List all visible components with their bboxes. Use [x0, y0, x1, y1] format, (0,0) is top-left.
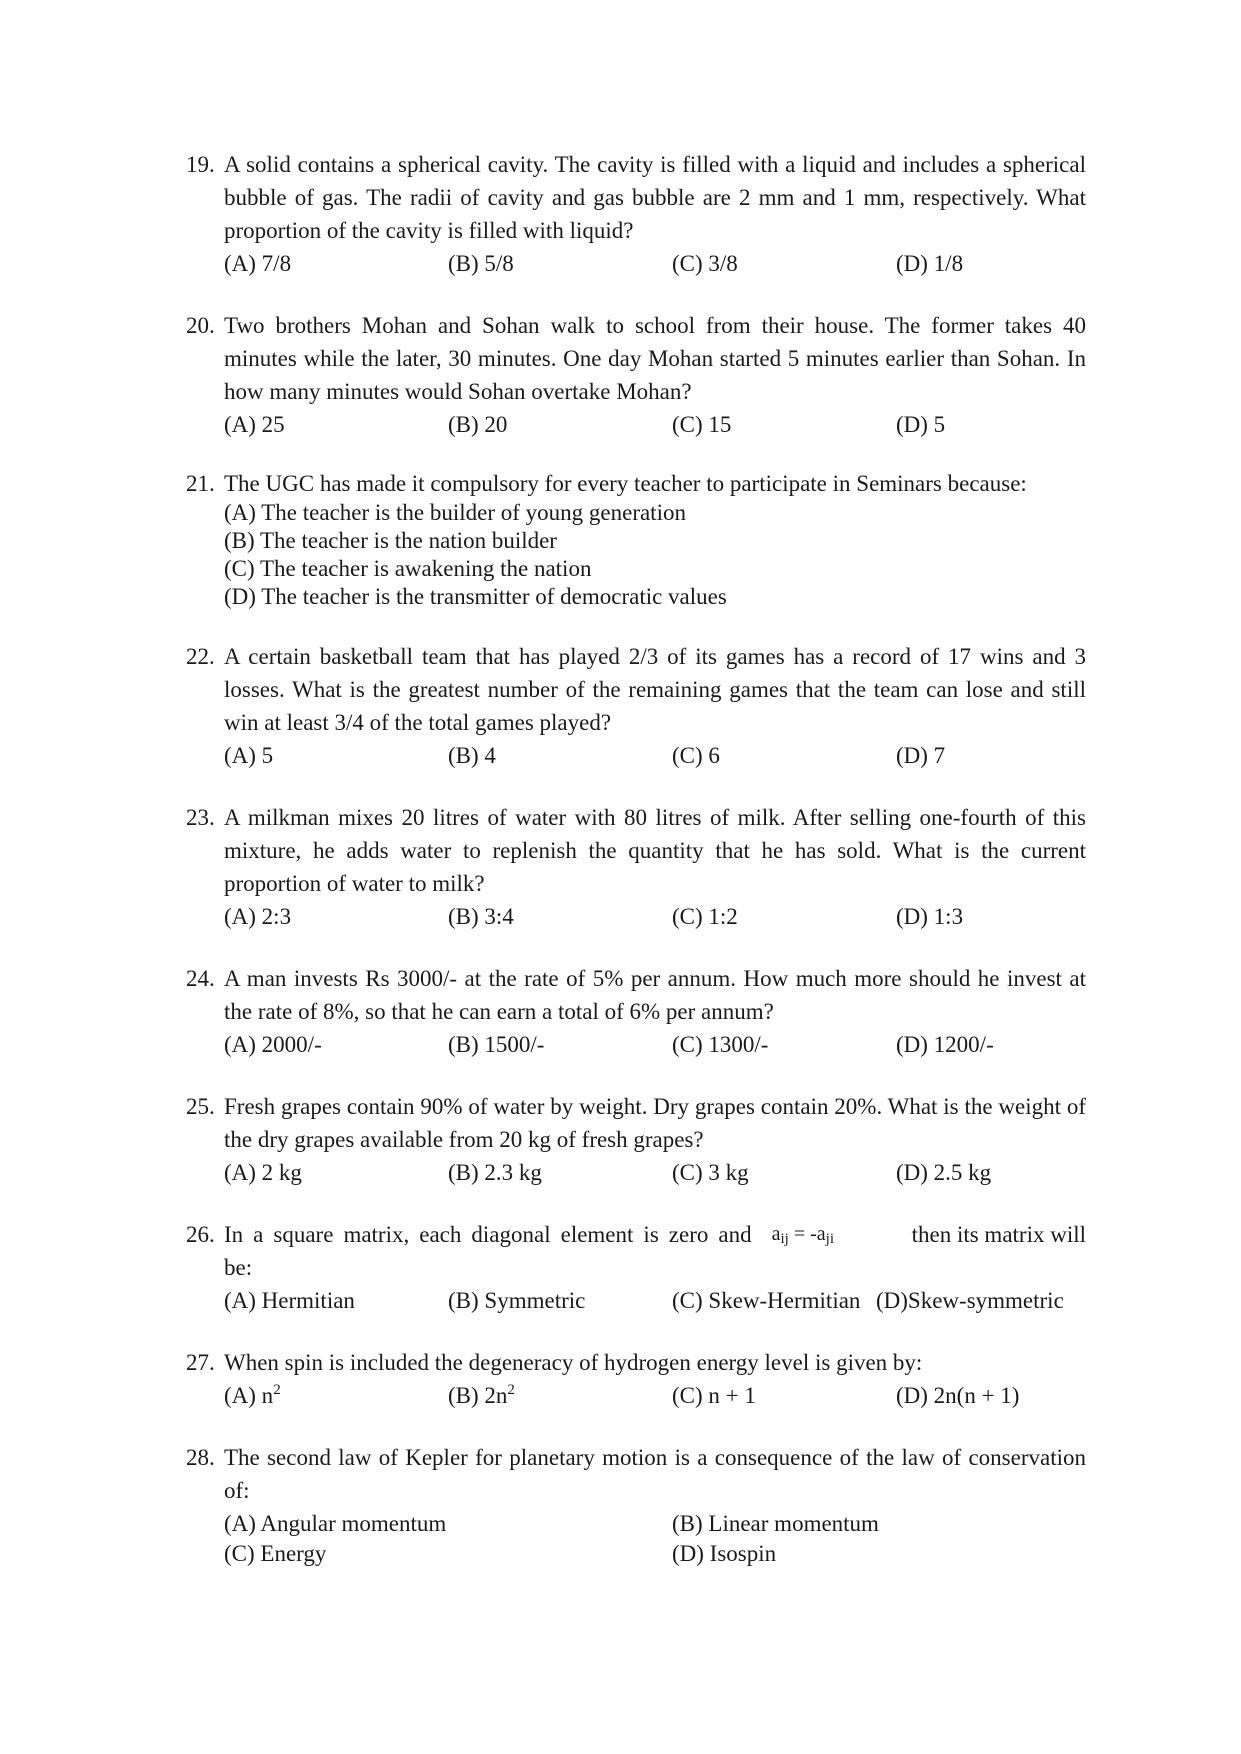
option-a: (A) Angular momentum: [224, 1511, 447, 1536]
question-number: 20.: [186, 313, 215, 338]
options: [224, 1284, 1086, 1317]
question-22: [186, 640, 1086, 772]
question-text: A solid contains a spherical cavity. The cavity is filled with a liquid and includes a spherical bubble of gas. The radii of cavity and gas bubble are 2 mm and 1 mm, respectively. What proportion of the cavity is filled with liquid?: [224, 152, 1086, 243]
question-26: [186, 1218, 1086, 1317]
option-c: (C) 15: [672, 412, 732, 437]
option-d: (D) 2n(n + 1): [896, 1383, 1020, 1408]
option-b: (B) $2n^2$: [448, 1382, 515, 1408]
question-number: 21.: [186, 471, 215, 496]
question-27: [186, 1346, 1086, 1412]
question-text-tail: then its matrix will: [911, 1222, 1086, 1247]
option-a: (A) 2:3: [224, 904, 292, 929]
option-d: (D) 1:3: [896, 904, 964, 929]
options: [224, 739, 1086, 772]
option-b: (B) 4: [448, 743, 496, 768]
option-d: (D) 5: [896, 412, 946, 437]
question-text: A milkman mixes 20 litres of water with 80 litres of milk. After selling one-fourth of this mixture, he adds water to replenish the quantity that he has sold. What is the current proportion of water to milk?: [224, 805, 1086, 896]
question-text: In a square matrix, each diagonal element is zero and: [224, 1222, 752, 1247]
question-25: [186, 1090, 1086, 1189]
option-b: (B) 1500/-: [448, 1032, 545, 1057]
option-a: (A) $n^2$: [224, 1382, 281, 1408]
option-d: (D) 1/8: [896, 251, 964, 276]
option-a: (A) 2000/-: [224, 1032, 322, 1057]
question-21: [186, 470, 1086, 611]
question-number: 19.: [186, 152, 215, 177]
option-d: (D) 1200/-: [896, 1032, 994, 1057]
question-text: Two brothers Mohan and Sohan walk to school from their house. The former takes 40 minutes while the later, 30 minutes. One day Mohan started 5 minutes earlier than Sohan. In how many minutes would Sohan overtake Mohan?: [224, 313, 1086, 404]
option-b: (B) Symmetric: [448, 1288, 586, 1313]
option-c: (C) 1300/-: [672, 1032, 769, 1057]
option-c: (C) 6: [672, 743, 720, 768]
question-number: 27.: [186, 1350, 215, 1375]
option-b: (B) 20: [448, 412, 508, 437]
option-c: (C) n + 1: [672, 1383, 756, 1408]
question-list: [186, 148, 1086, 1597]
option-b: (B) Linear momentum: [672, 1511, 879, 1536]
question-20: [186, 309, 1086, 441]
question-text: The second law of Kepler for planetary motion is a consequence of the law of conservation of:: [224, 1445, 1086, 1503]
option-c: (C) 3 kg: [672, 1160, 749, 1185]
question-19: [186, 148, 1086, 280]
option-d: (D) 2.5 kg: [896, 1160, 992, 1185]
option-b: (B) 2.3 kg: [448, 1160, 542, 1185]
option-a: (A) 25: [224, 412, 285, 437]
question-number: 28.: [186, 1445, 215, 1470]
options: [224, 1507, 1086, 1568]
option-b: (B) 3:4: [448, 904, 514, 929]
question-number: 25.: [186, 1094, 215, 1119]
option-b: (B) 5/8: [448, 251, 514, 276]
question-number: 24.: [186, 966, 215, 991]
question-23: [186, 801, 1086, 933]
option-a: (A) 7/8: [224, 251, 292, 276]
matrix-condition: $a_{ij} = -a_{ji}$: [771, 1223, 834, 1247]
option-a: (A) Hermitian: [224, 1288, 355, 1313]
option-c: (C) The teacher is awakening the nation: [224, 556, 592, 581]
question-text-line: [224, 1218, 1086, 1251]
options: [224, 900, 1086, 933]
question-text-cont: be:: [224, 1255, 253, 1280]
question-text: Fresh grapes contain 90% of water by weight. Dry grapes contain 20%. What is the weight of the dry grapes available from 20 kg of fresh grapes?: [224, 1094, 1086, 1152]
options: [224, 1028, 1086, 1061]
options: [224, 408, 1086, 441]
question-text: The UGC has made it compulsory for every teacher to participate in Seminars because:: [224, 471, 1027, 496]
question-text: A man invests Rs 3000/- at the rate of 5% per annum. How much more should he invest at the rate of 8%, so that he can earn a total of 6% per annum?: [224, 966, 1086, 1024]
option-b: (B) The teacher is the nation builder: [224, 528, 557, 553]
option-c: (C) Skew-Hermitian: [672, 1288, 861, 1313]
option-d: (D) Isospin: [672, 1541, 777, 1566]
question-number: 23.: [186, 805, 215, 830]
option-c: (C) Energy: [224, 1541, 327, 1566]
option-c: (C) 1:2: [672, 904, 738, 929]
options: [224, 1156, 1086, 1189]
question-28: [186, 1441, 1086, 1568]
option-a: (A) 2 kg: [224, 1160, 302, 1185]
option-a: (A) The teacher is the builder of young generation: [224, 500, 686, 525]
option-c: (C) 3/8: [672, 251, 738, 276]
option-a: (A) 5: [224, 743, 274, 768]
question-text: When spin is included the degeneracy of hydrogen energy level is given by:: [224, 1350, 923, 1375]
question-24: [186, 962, 1086, 1061]
question-text: A certain basketball team that has played 2/3 of its games has a record of 17 wins and 3 losses. What is the greatest number of the remaining games that the team can lose and still win at least 3/4 of the total games played?: [224, 644, 1086, 735]
options: [224, 1379, 1086, 1412]
options: [224, 499, 1086, 611]
options: [224, 247, 1086, 280]
option-d: (D) The teacher is the transmitter of democratic values: [224, 584, 727, 609]
option-d: (D)Skew-symmetric: [876, 1288, 1064, 1313]
question-number: 26.: [186, 1222, 215, 1247]
question-number: 22.: [186, 644, 215, 669]
option-d: (D) 7: [896, 743, 946, 768]
